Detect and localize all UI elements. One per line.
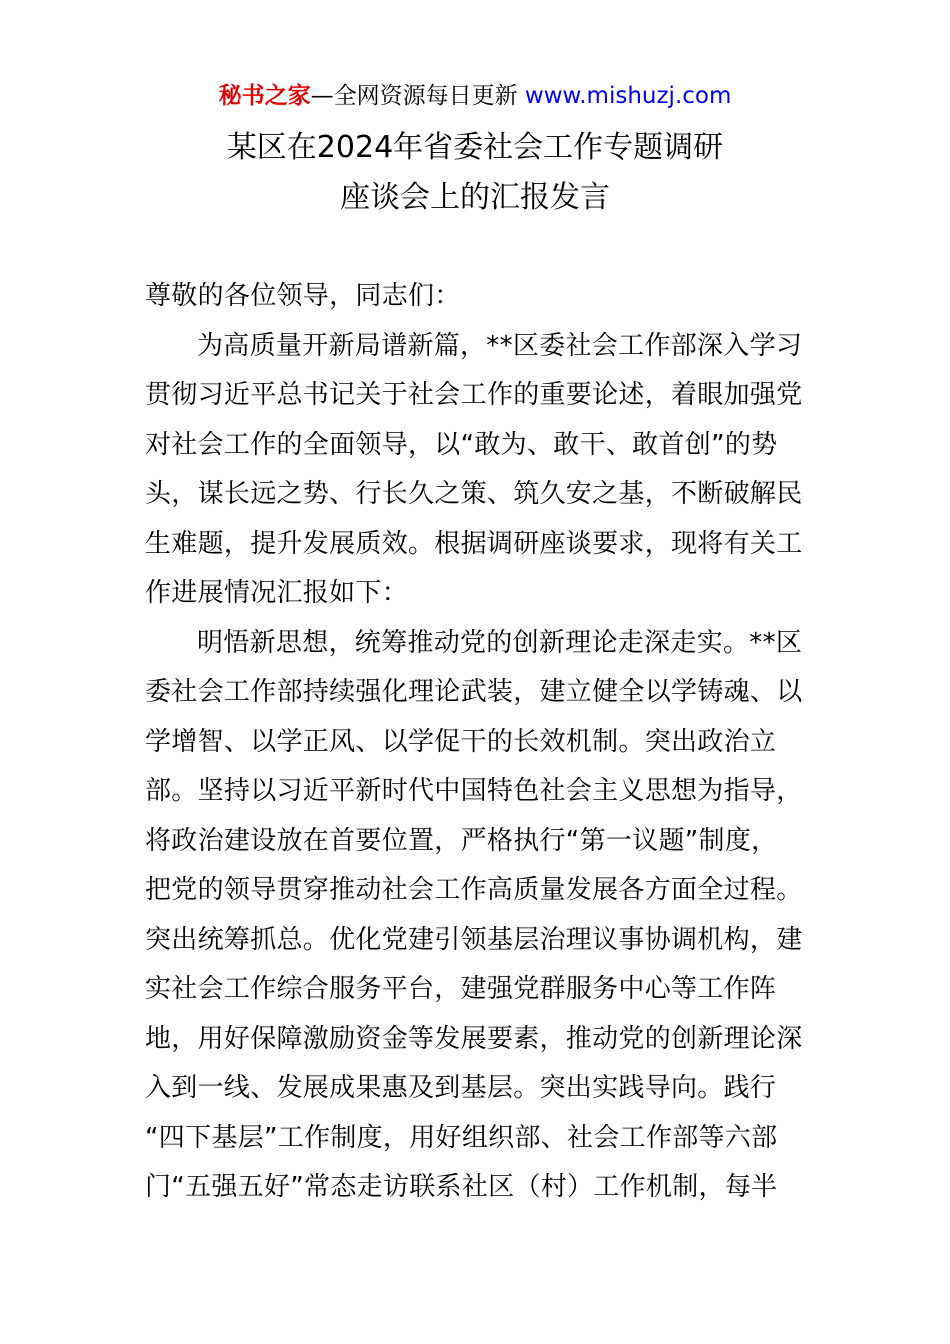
- body-line: 头，谋长远之势、行长久之策、筑久安之基，不断破解民: [145, 479, 803, 509]
- document-body: [145, 272, 810, 1213]
- body-line: 作进展情况汇报如下：: [145, 578, 409, 608]
- body-line: 生难题，提升发展质效。根据调研座谈要求，现将有关工: [145, 528, 803, 559]
- body-line: 对社会工作的全面领导，以“敢为、敢干、敢首创”的势: [145, 429, 778, 460]
- body-line: 把党的领导贯穿推动社会工作高质量发展各方面全过程。: [145, 875, 803, 905]
- body-line: 突出统筹抓总。优化党建引领基层治理议事协调机构，建: [145, 924, 803, 955]
- body-line: 门“五强五好”常态走访联系社区（村）工作机制，每半: [145, 1172, 778, 1202]
- body-line: 明悟新思想，统筹推动党的创新理论走深走实。**区: [197, 627, 803, 658]
- body-line: 为高质量开新局谱新篇，**区委社会工作部深入学习: [197, 330, 803, 361]
- body-line: 部。坚持以习近平新时代中国特色社会主义思想为指导，: [145, 776, 803, 806]
- body-line: 贯彻习近平总书记关于社会工作的重要论述，着眼加强党: [145, 380, 803, 410]
- site-header: [0, 78, 950, 114]
- body-line: 入到一线、发展成果惠及到基层。突出实践导向。践行: [145, 1073, 777, 1103]
- header-tagline: —全网资源每日更新: [310, 83, 525, 109]
- body-line: 地，用好保障激励资金等发展要素，推动党的创新理论深: [145, 1023, 803, 1054]
- salutation: 尊敬的各位领导，同志们：: [145, 281, 461, 311]
- body-line: “四下基层”工作制度，用好组织部、社会工作部等六部: [145, 1122, 778, 1153]
- site-url[interactable]: www.mishuzj.com: [524, 83, 732, 109]
- body-line: 实社会工作综合服务平台，建强党群服务中心等工作阵: [145, 974, 777, 1004]
- body-line: 委社会工作部持续强化理论武装，建立健全以学铸魂、以: [145, 677, 803, 707]
- document-title-line-2: 座谈会上的汇报发言: [340, 180, 610, 215]
- body-line: 将政治建设放在首要位置，严格执行“第一议题”制度，: [145, 825, 778, 856]
- document-title-line-1: 某区在2024年省委社会工作专题调研: [226, 130, 724, 165]
- brand-name: 秘书之家: [218, 83, 311, 109]
- body-line: 学增智、以学正风、以学促干的长效机制。突出政治立: [145, 726, 777, 757]
